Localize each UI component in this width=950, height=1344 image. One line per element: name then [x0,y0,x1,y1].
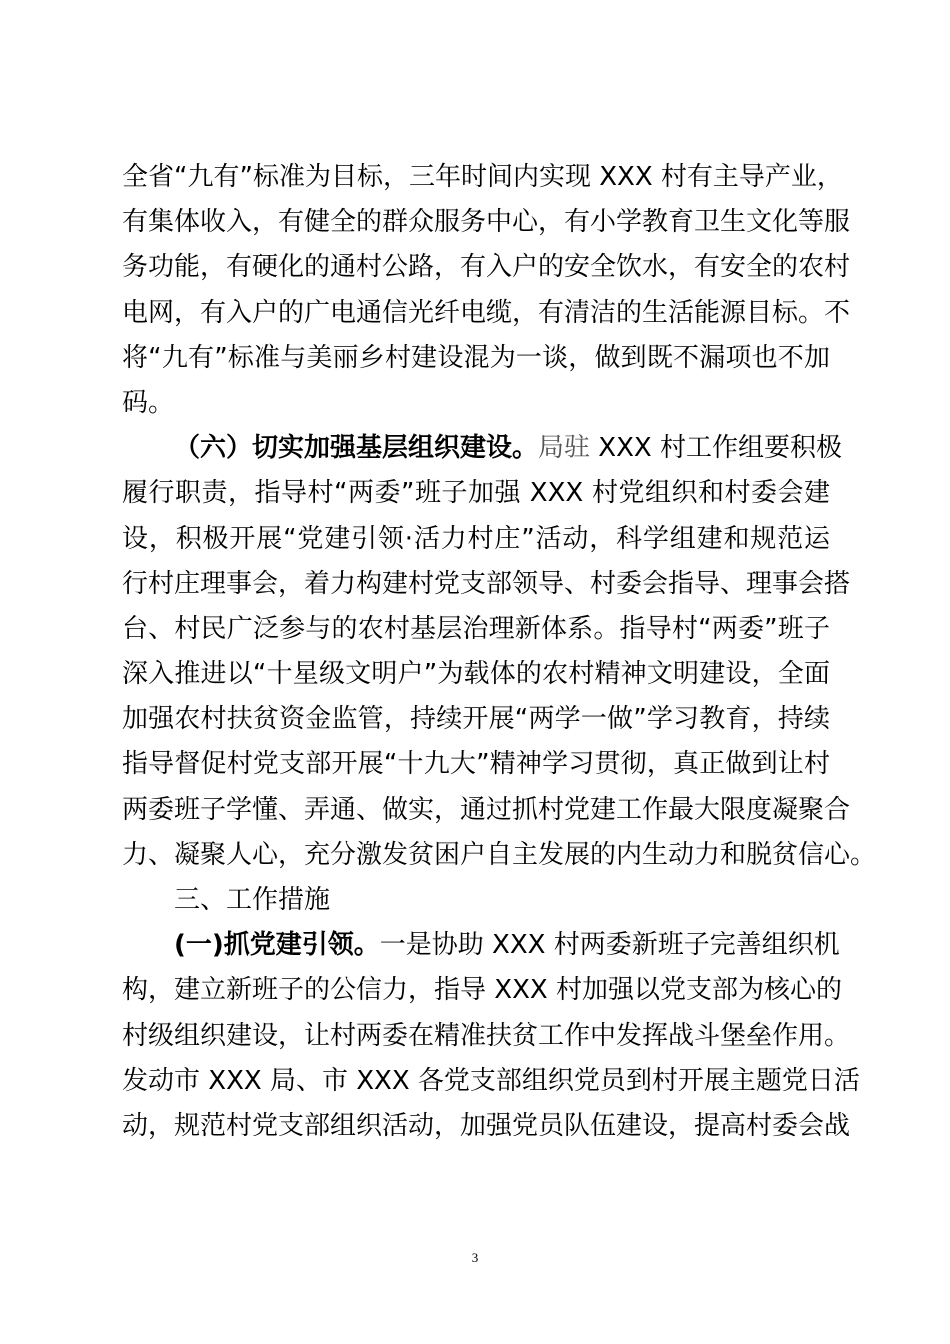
text-line: 动，规范村党支部组织活动，加强党员队伍建设，提高村委会战 [122,1110,851,1141]
text-line: 两委班子学懂、弄通、做实，通过抓村党建工作最大限度凝聚合 [122,794,851,825]
text-line: 履行职责，指导村“两委”班子加强 XXX 村党组织和村委会建 [122,478,830,509]
text-line: 将“九有”标准与美丽乡村建设混为一谈，做到既不漏项也不加 [122,342,830,373]
text-line: 有集体收入，有健全的群众服务中心，有小学教育卫生文化等服 [122,207,851,238]
text-fragment: 一是协助 XXX 村两委新班子完善组织机 [379,930,840,961]
text-line: 构，建立新班子的公信力，指导 XXX 村加强以党支部为核心的 [122,975,842,1006]
section-heading: 三、工作措施 [174,885,331,915]
text-line: 务功能，有硬化的通村公路，有入户的安全饮水，有安全的农村 [122,252,851,283]
text-fragment: 局驻 [538,433,591,464]
text-line: 深入推进以“十星级文明户”为载体的农村精神文明建设，全面 [122,659,830,690]
text-line: 全省“九有”标准为目标，三年时间内实现 XXX 村有主导产业， [122,162,843,192]
paragraph-first-line [122,923,840,968]
page-number: 3 [471,1250,479,1265]
text-line: 台、村民广泛参与的农村基层治理新体系。指导村“两委”班子 [122,613,830,644]
text-line: 力、凝聚人心，充分激发贫困户自主发展的内生动力和脱贫信心。 [122,839,877,870]
text-line: 电网，有入户的广电通信光纤电缆，有清洁的生活能源目标。不 [122,297,851,328]
paragraph-first-line [122,426,842,471]
text-line: 村级组织建设，让村两委在精准扶贫工作中发挥战斗堡垒作用。 [122,1020,851,1051]
subsection-heading: （六）切实加强基层组织建设。 [174,433,539,464]
text-line: 行村庄理事会，着力构建村党支部领导、村委会指导、理事会搭 [122,568,851,599]
text-fragment: XXX 村工作组要积极 [590,433,842,464]
text-line: 发动市 XXX 局、市 XXX 各党支部组织党员到村开展主题党日活 [122,1065,860,1096]
subsection-heading: (一)抓党建引领。 [174,930,380,961]
text-line: 设，积极开展“党建引领·活力村庄”活动，科学组建和规范运 [122,523,830,554]
body-text [122,155,877,1149]
text-line: 指导督促村党支部开展“十九大”精神学习贯彻，真正做到让村 [122,749,830,780]
text-line: 码。 [122,387,175,418]
text-line: 加强农村扶贫资金监管，持续开展“两学一做”学习教育，持续 [122,704,830,735]
